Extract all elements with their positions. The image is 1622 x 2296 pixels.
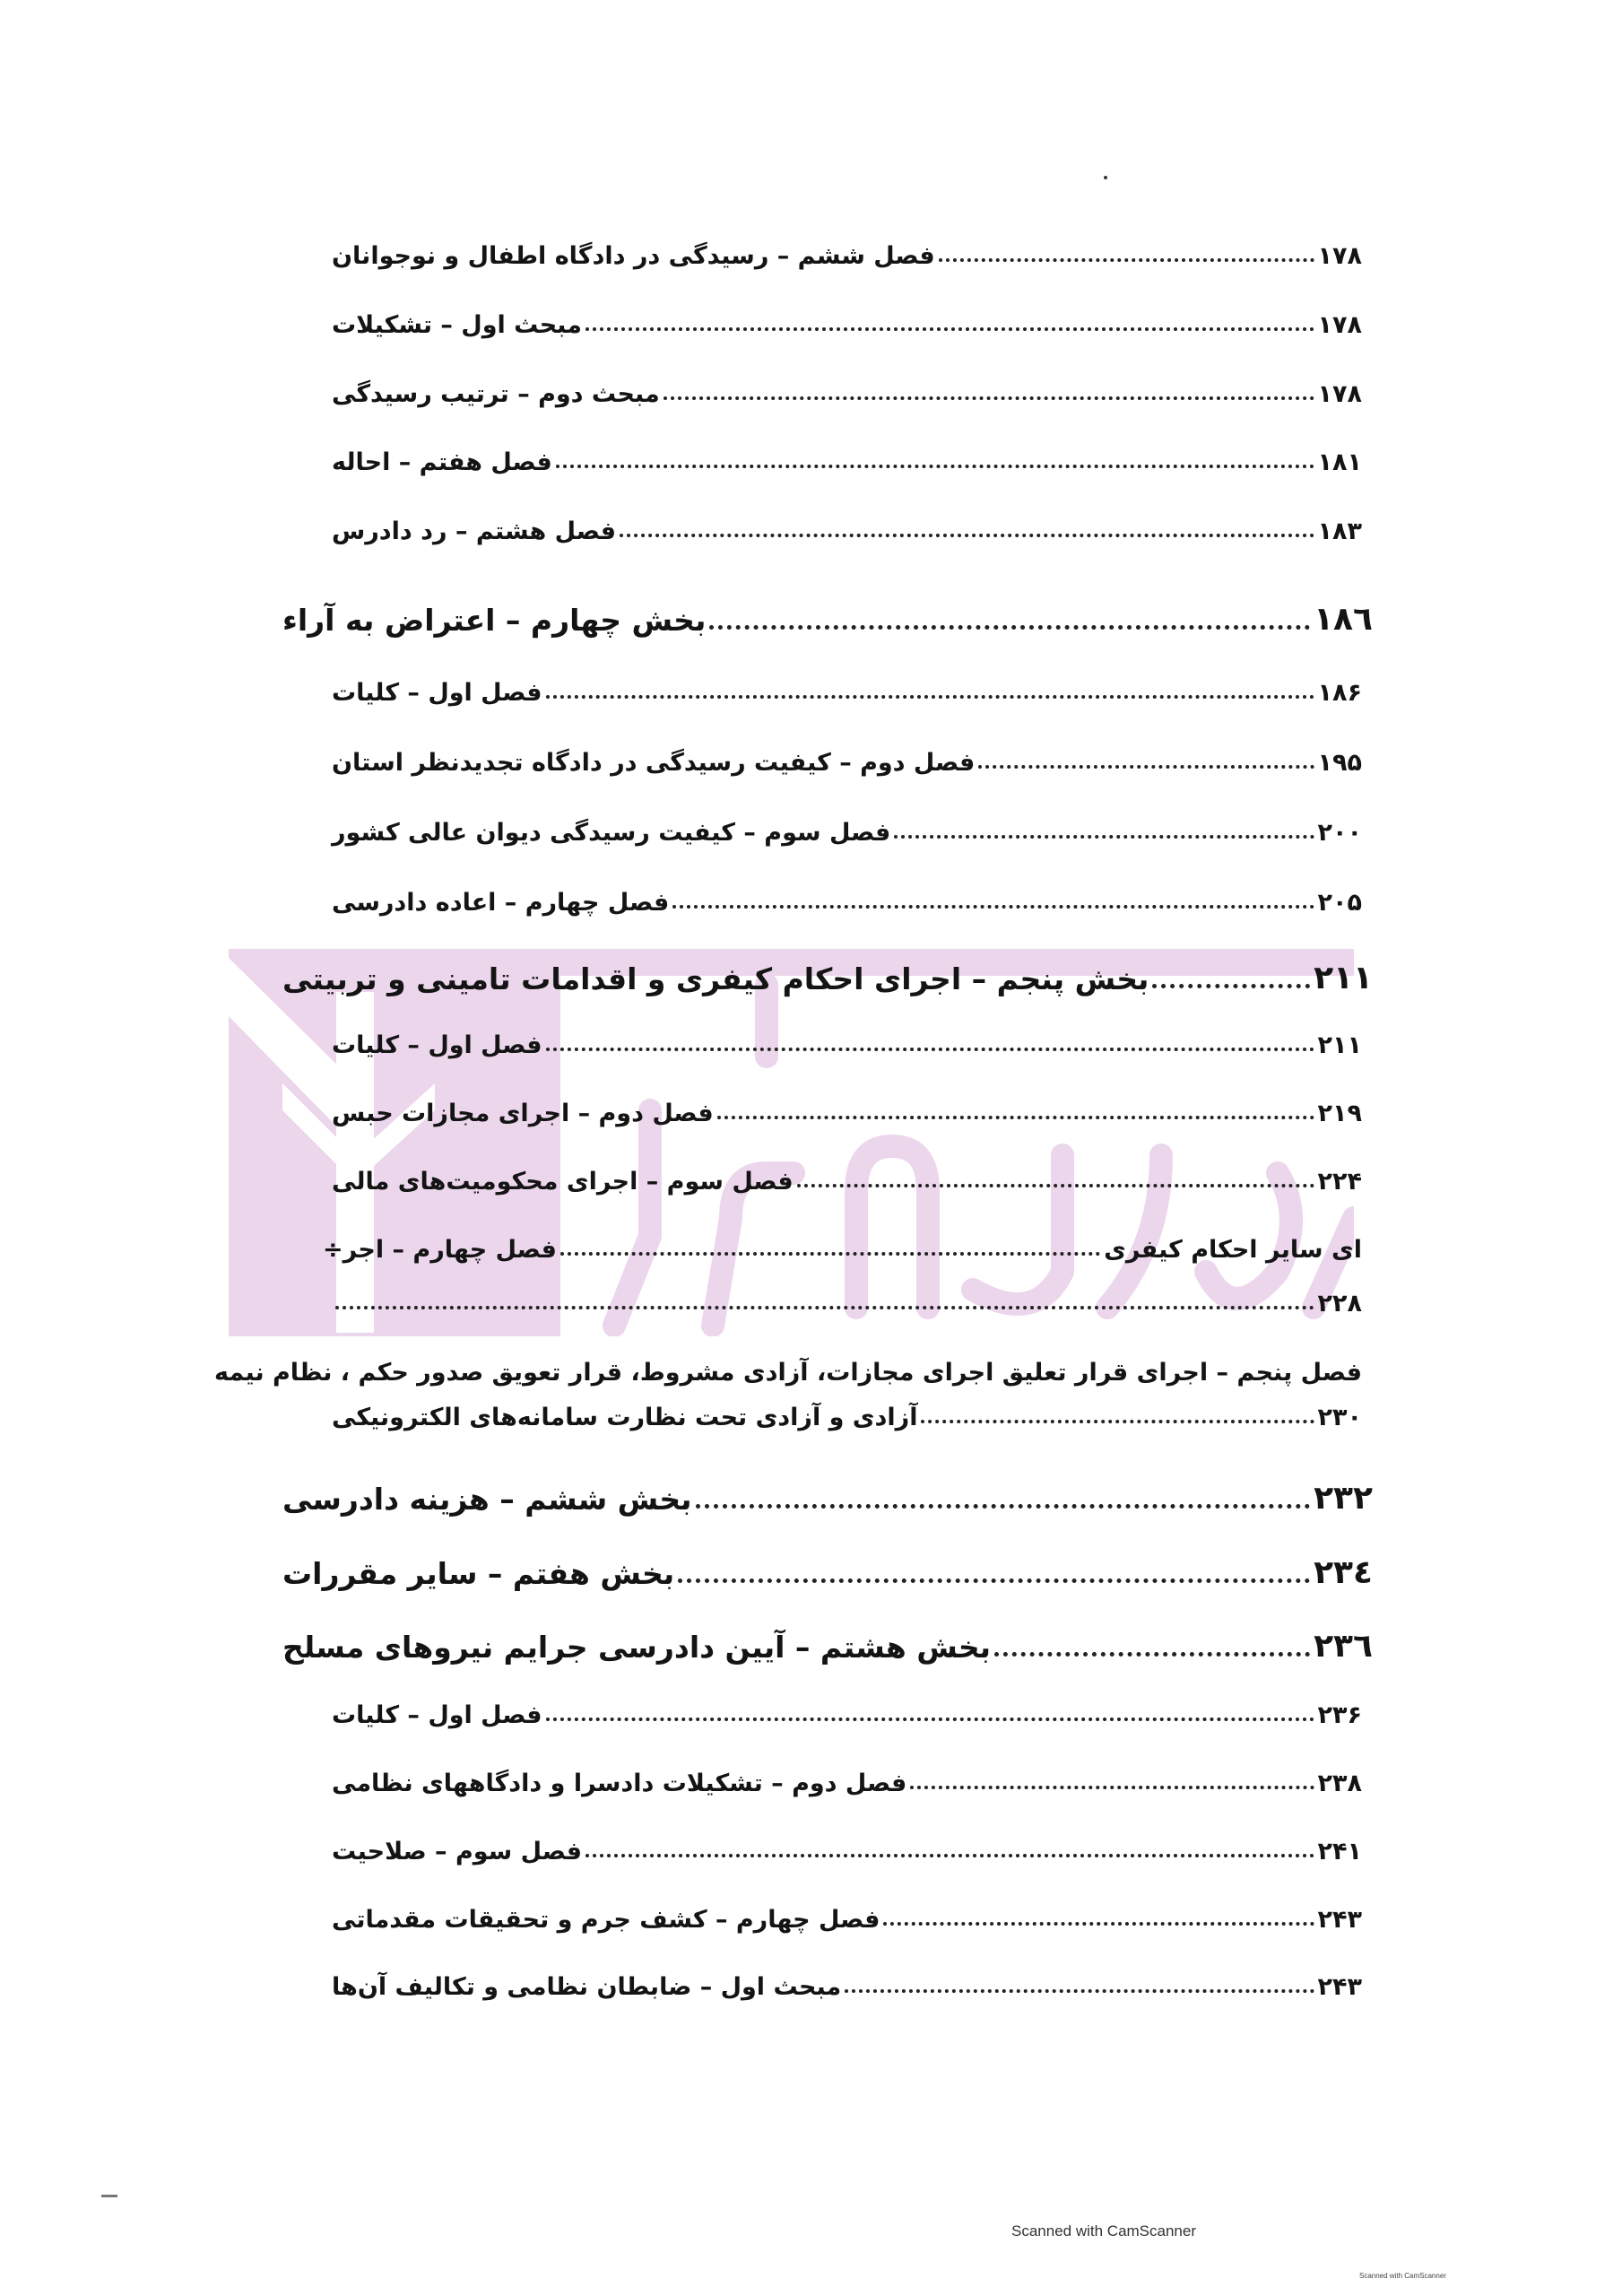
toc-entry[interactable] bbox=[332, 517, 1362, 545]
dot-leader bbox=[585, 327, 1314, 331]
dot-leader bbox=[717, 1116, 1314, 1119]
toc-entry-title: فصل هفتم – احاله bbox=[332, 448, 552, 476]
toc-entry[interactable] bbox=[332, 1168, 1362, 1196]
scanner-footer-label-small: Scanned with CamScanner bbox=[1359, 2272, 1446, 2280]
toc-entry-page: ۱۷۸ bbox=[1317, 311, 1362, 339]
toc-entry[interactable] bbox=[332, 311, 1362, 339]
toc-entry[interactable] bbox=[332, 679, 1362, 707]
toc-entry-page: ۲۰۰ bbox=[1317, 819, 1362, 847]
toc-part-entry[interactable] bbox=[282, 960, 1373, 996]
toc-entry-page: ۲۲۴ bbox=[1317, 1168, 1362, 1196]
toc-entry-page: ۲۳۶ bbox=[1317, 1701, 1362, 1729]
toc-entry[interactable] bbox=[332, 1906, 1362, 1934]
toc-entry-title: فصل چهارم – اعاده دادرسی bbox=[332, 889, 670, 917]
dot-leader bbox=[921, 1420, 1314, 1423]
toc-entry[interactable] bbox=[332, 1770, 1362, 1797]
toc-entry-page: ۲۴۳ bbox=[1317, 1906, 1362, 1934]
dot-leader bbox=[546, 1718, 1314, 1721]
toc-entry[interactable] bbox=[332, 749, 1362, 777]
dot-leader bbox=[883, 1922, 1314, 1926]
toc-entry-page: ۲۳۸ bbox=[1317, 1770, 1362, 1797]
toc-entry[interactable] bbox=[332, 1973, 1362, 2001]
dot-leader bbox=[556, 465, 1314, 468]
toc-entry-title: فصل اول – کلیات bbox=[332, 1701, 542, 1729]
toc-entry[interactable] bbox=[332, 380, 1362, 408]
dot-leader bbox=[585, 1854, 1314, 1857]
dot-leader bbox=[620, 534, 1314, 537]
toc-entry[interactable] bbox=[332, 242, 1362, 270]
toc-entry-page: ۲۲۸ bbox=[1317, 1290, 1362, 1318]
toc-entry-split[interactable] bbox=[323, 1236, 1362, 1264]
toc-entry-page: ۱۸٦ bbox=[1314, 601, 1373, 638]
dot-leader bbox=[678, 1578, 1310, 1583]
dot-leader bbox=[546, 695, 1314, 699]
toc-entry-title: فصل چهارم – اجر÷ bbox=[323, 1236, 557, 1264]
toc-entry[interactable] bbox=[332, 1838, 1362, 1866]
toc-entry-page: ۲۴۳ bbox=[1317, 1973, 1362, 2001]
toc-entry-title: فصل ششم – رسیدگی در دادگاه اطفال و نوجوانان bbox=[332, 242, 935, 270]
dot-leader bbox=[797, 1184, 1314, 1187]
toc-entry-title: بخش چهارم – اعتراض به آراء bbox=[282, 603, 707, 638]
dot-leader bbox=[994, 1652, 1310, 1657]
dot-leader bbox=[939, 258, 1314, 262]
dot-leader bbox=[894, 835, 1314, 839]
dot-leader bbox=[696, 1504, 1311, 1509]
dot-leader bbox=[910, 1786, 1314, 1789]
scanner-footer-label: Scanned with CamScanner bbox=[1011, 2222, 1197, 2239]
toc-entry-continuation[interactable] bbox=[332, 1290, 1362, 1318]
toc-entry[interactable] bbox=[332, 1100, 1362, 1127]
toc-entry-page: ۲۳۲ bbox=[1314, 1480, 1373, 1517]
toc-entry-title: بخش هشتم – آیین دادرسی جرایم نیروهای مسلح bbox=[282, 1630, 992, 1665]
toc-entry[interactable] bbox=[332, 1404, 1362, 1431]
toc-entry-title: فصل سوم – اجرای محکومیت‌های مالی bbox=[332, 1168, 794, 1196]
toc-entry-page: ۲۳۰ bbox=[1317, 1404, 1362, 1431]
dot-leader bbox=[709, 625, 1310, 630]
toc-entry[interactable] bbox=[332, 889, 1362, 917]
toc-entry-page: ۲۱۱ bbox=[1314, 960, 1373, 996]
toc-entry-page: ۱۷۸ bbox=[1317, 380, 1362, 408]
toc-entry-title: مبحث دوم – ترتیب رسیدگی bbox=[332, 380, 660, 408]
toc-entry-title: فصل دوم – تشکیلات دادسرا و دادگاههای نظامی bbox=[332, 1770, 907, 1797]
toc-entry-page: ۱۹۵ bbox=[1317, 749, 1362, 777]
dot-leader bbox=[1152, 984, 1310, 988]
toc-entry-title: بخش پنجم – اجرای احکام کیفری و اقدامات تامینی و تربیتی bbox=[282, 961, 1149, 996]
dot-leader bbox=[978, 765, 1314, 769]
toc-entry[interactable] bbox=[332, 1701, 1362, 1729]
toc-entry-page: ۲۳٤ bbox=[1314, 1554, 1373, 1591]
toc-entry-title: فصل سوم – کیفیت رسیدگی دیوان عالی کشور bbox=[332, 819, 891, 847]
toc-entry-title: فصل اول – کلیات bbox=[332, 679, 542, 707]
toc-entry[interactable] bbox=[332, 819, 1362, 847]
toc-entry-title-line2: آزادی و آزادی تحت نظارت سامانه‌های الکترونیکی bbox=[332, 1404, 918, 1431]
toc-entry-title: مبحث اول – تشکیلات bbox=[332, 311, 582, 339]
toc-part-entry[interactable] bbox=[282, 1628, 1373, 1665]
toc-entry-page: ۱۸۱ bbox=[1317, 448, 1362, 476]
toc-entry-page: ۲۳٦ bbox=[1314, 1628, 1373, 1665]
dot-leader bbox=[335, 1306, 1314, 1309]
toc-entry-page: ۲۱۱ bbox=[1317, 1031, 1362, 1059]
dot-leader bbox=[664, 396, 1314, 400]
toc-entry[interactable] bbox=[332, 448, 1362, 476]
toc-part-entry[interactable] bbox=[282, 601, 1373, 638]
dot-leader bbox=[560, 1252, 1100, 1256]
toc-entry[interactable] bbox=[332, 1031, 1362, 1059]
toc-part-entry[interactable] bbox=[282, 1480, 1373, 1517]
toc-entry-title-line1[interactable]: فصل پنجم – اجرای قرار تعلیق اجرای مجازات، آزادی مشروط، قرار تعویق صدور حکم ، نظام نیمه bbox=[213, 1359, 1362, 1387]
toc-entry-title: فصل چهارم – کشف جرم و تحقیقات مقدماتی bbox=[332, 1906, 880, 1934]
toc-entry-title: فصل دوم – کیفیت رسیدگی در دادگاه تجدیدنظر استان bbox=[332, 749, 976, 777]
toc-entry-title: فصل هشتم – رد دادرس bbox=[332, 517, 617, 545]
toc-entry-title: فصل اول – کلیات bbox=[332, 1031, 542, 1059]
toc-entry-title: بخش هفتم – سایر مقررات bbox=[282, 1556, 675, 1591]
toc-entry-page: ۱۸۳ bbox=[1317, 517, 1362, 545]
dot-leader bbox=[672, 905, 1314, 909]
toc-entry-page: ۲۱۹ bbox=[1317, 1100, 1362, 1127]
toc-entry-title: فصل سوم – صلاحیت bbox=[332, 1838, 583, 1866]
toc-entry-title: مبحث اول – ضابطان نظامی و تکالیف آن‌ها bbox=[332, 1973, 842, 2001]
toc-entry-title: بخش ششم – هزینه دادرسی bbox=[282, 1482, 692, 1517]
toc-entry-page: ۲۴۱ bbox=[1317, 1838, 1362, 1866]
dot-leader bbox=[845, 1989, 1314, 1993]
toc-entry-page: ۱۷۸ bbox=[1317, 242, 1362, 270]
toc-entry-title: فصل دوم – اجرای مجازات حبس bbox=[332, 1100, 714, 1127]
toc-entry-title-tail: ای سایر احکام کیفری bbox=[1104, 1236, 1362, 1264]
dot-leader bbox=[546, 1048, 1314, 1051]
toc-entry-page: ۲۰۵ bbox=[1317, 889, 1362, 917]
toc-part-entry[interactable] bbox=[282, 1554, 1373, 1591]
toc-entry-page: ۱۸۶ bbox=[1317, 679, 1362, 707]
